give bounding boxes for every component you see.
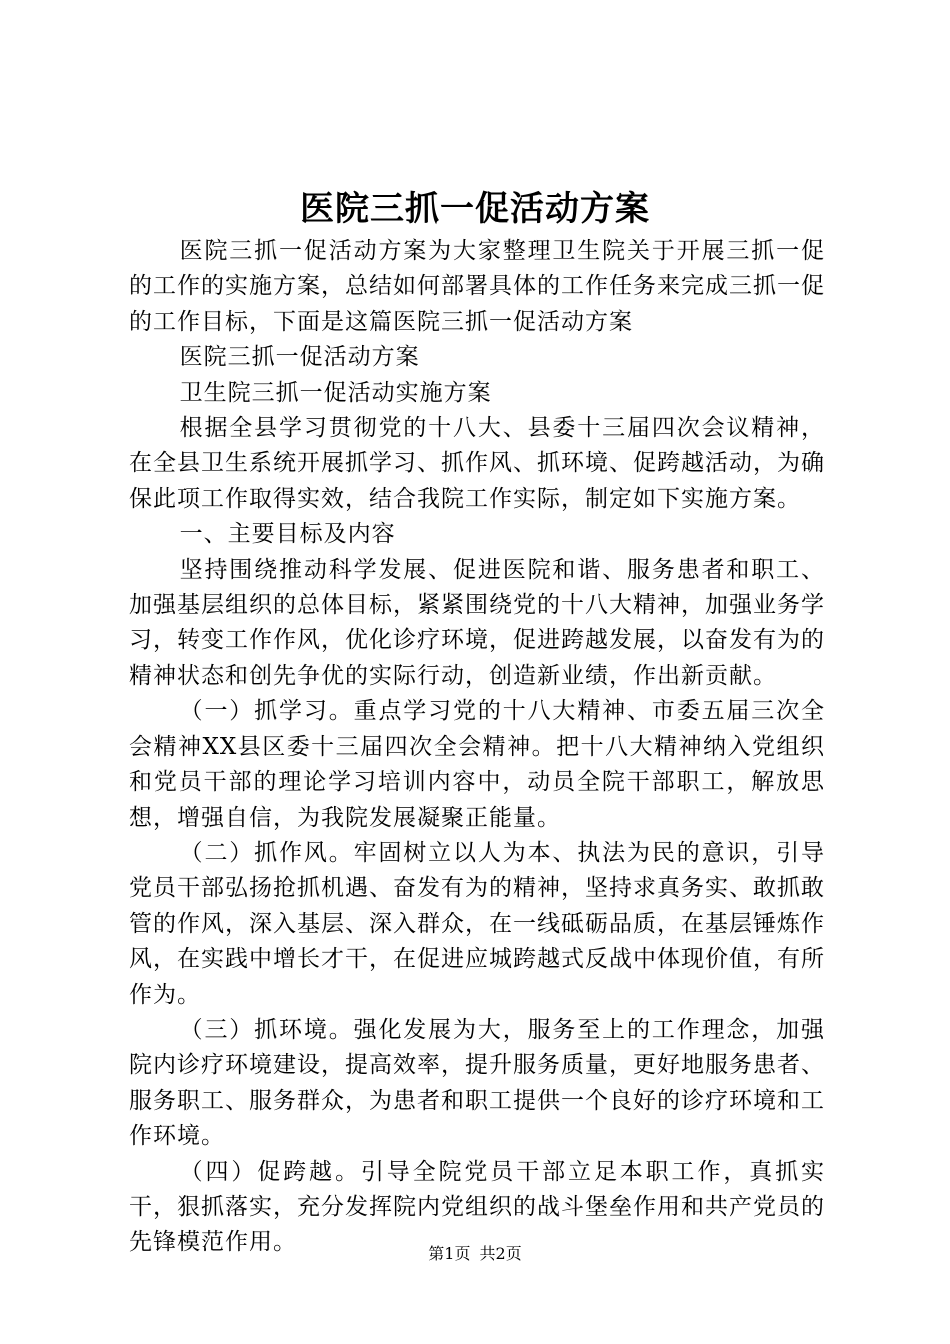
page-footer xyxy=(0,1242,950,1266)
document-title: 医院三抓一促活动方案 xyxy=(300,189,650,229)
paragraph-subtitle: 医院三抓一促活动方案 xyxy=(179,344,420,371)
paragraph-goals: 坚持围绕推动科学发展、促进医院和谐、服务患者和职工、加强基层组织的总体目标，紧紧围绕党的十八大精神，加强业务学习，转变工作作风，优化诊疗环境，促进跨越发展，以奋发有为的精神状态和创先争优的实际行动，创造新业绩，作出新贡献。 xyxy=(129,556,825,689)
page-number: 第1页 xyxy=(428,1244,471,1263)
paragraph-leap: （四）促跨越。引导全院党员干部立足本职工作，真抓实干，狠抓落实，充分发挥院内党组织的战斗堡垒作用和共产党员的先锋模范作用。 xyxy=(129,1158,825,1256)
paragraph-style: （二）抓作风。牢固树立以人为本、执法为民的意识，引导党员干部弘扬抢抓机遇、奋发有为的精神，坚持求真务实、敢抓敢管的作风，深入基层、深入群众，在一线砥砺品质，在基层锤炼作风，在实践中增长才干，在促进应城跨越式反战中体现价值，有所作为。 xyxy=(129,839,825,1008)
section-heading: 一、主要目标及内容 xyxy=(179,521,396,548)
paragraph-plan-title: 卫生院三抓一促活动实施方案 xyxy=(179,379,492,406)
paragraph-basis: 根据全县学习贯彻党的十八大、县委十三届四次会议精神，在全县卫生系统开展抓学习、抓作风、抓环境、促跨越活动，为确保此项工作取得实效，结合我院工作实际，制定如下实施方案。 xyxy=(129,415,825,512)
document-body xyxy=(129,234,825,1261)
paragraph-study: （一）抓学习。重点学习党的十八大精神、市委五届三次全会精神XX县区委十三届四次全会精神。把十八大精神纳入党组织和党员干部的理论学习培训内容中，动员全院干部职工，解放思想，增强自信，为我院发展凝聚正能量。 xyxy=(129,698,825,831)
page-total: 共2页 xyxy=(479,1244,522,1263)
paragraph-environment: （三）抓环境。强化发展为大，服务至上的工作理念，加强院内诊疗环境建设，提高效率，提升服务质量，更好地服务患者、服务职工、服务群众，为患者和职工提供一个良好的诊疗环境和工作环境。 xyxy=(129,1016,825,1150)
paragraph-intro: 医院三抓一促活动方案为大家整理卫生院关于开展三抓一促的工作的实施方案，总结如何部署具体的工作任务来完成三抓一促的工作目标，下面是这篇医院三抓一促活动方案 xyxy=(129,238,825,335)
